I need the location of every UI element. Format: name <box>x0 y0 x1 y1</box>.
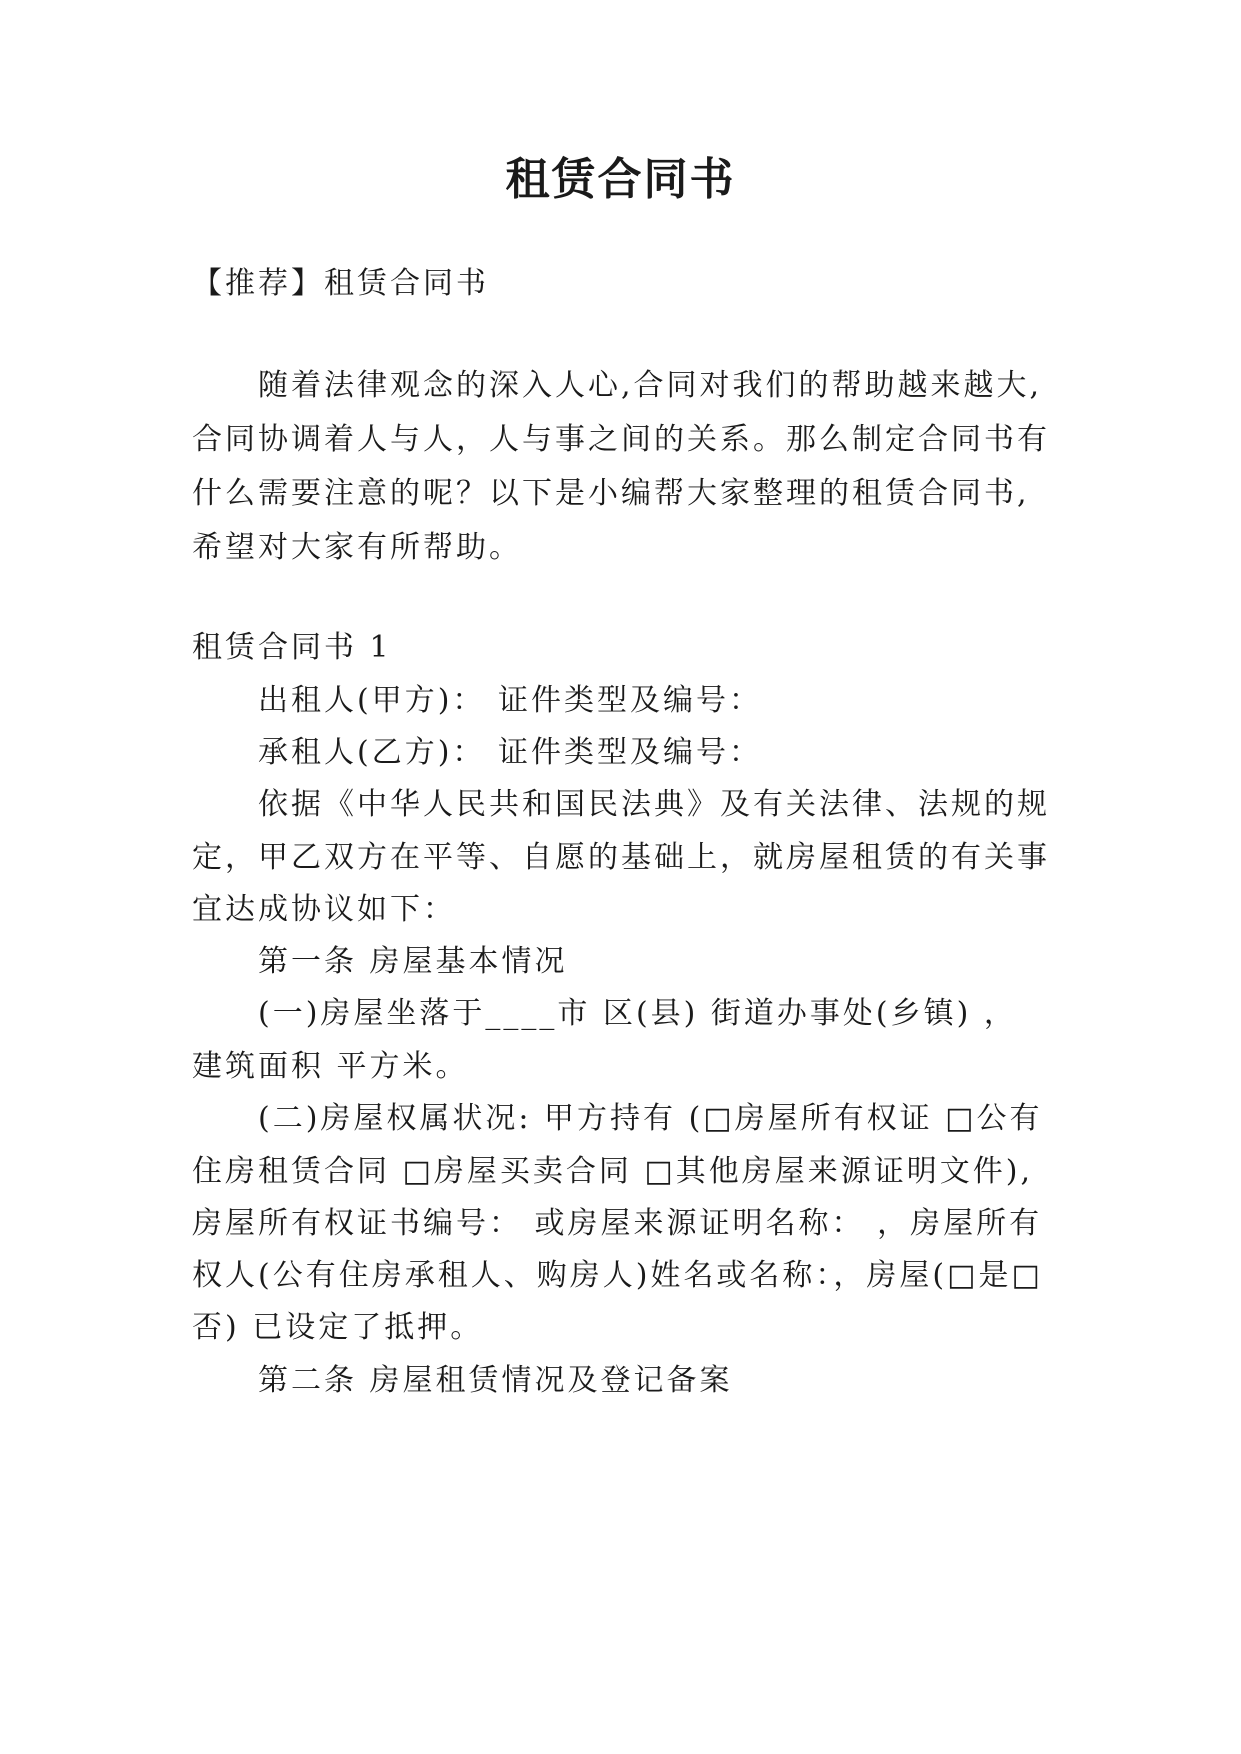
article1-item2-line-1: (二)房屋权属状况: 甲方持有 (□房屋所有权证 □公有 <box>258 1101 1043 1136</box>
recommend-line: 【推荐】租赁合同书 <box>192 266 489 301</box>
lessee-line: 承租人(乙方)： 证件类型及编号： <box>258 735 762 770</box>
section-title: 租赁合同书 1 <box>192 630 392 665</box>
document-title: 租赁合同书 <box>505 154 736 205</box>
article2-title: 第二条 房屋租赁情况及登记备案 <box>258 1363 733 1398</box>
article1-item1-line-2: 建筑面积 平方米。 <box>192 1049 469 1084</box>
article1-item2-line-4: 权人(公有住房承租人、购房人)姓名或名称：，房屋(□是□ <box>192 1258 1043 1293</box>
article1-item2-line-3: 房屋所有权证书编号： 或房屋来源证明名称： ，房屋所有 <box>192 1206 1043 1241</box>
intro-line-3: 什么需要注意的呢？以下是小编帮大家整理的租赁合同书, <box>192 476 1030 511</box>
basis-line-2: 定，甲乙双方在平等、自愿的基础上，就房屋租赁的有关事 <box>192 840 1050 875</box>
article1-item1-line-1: (一)房屋坐落于____市 区(县) 街道办事处(乡镇) ， <box>258 996 1017 1031</box>
basis-line-3: 宜达成协议如下： <box>192 892 456 927</box>
basis-line-1: 依据《中华人民共和国民法典》及有关法律、法规的规 <box>258 787 1050 822</box>
lessor-line: 出租人(甲方)： 证件类型及编号： <box>258 683 762 718</box>
intro-line-4: 希望对大家有所帮助。 <box>192 530 522 565</box>
intro-line-1: 随着法律观念的深入人心,合同对我们的帮助越来越大, <box>258 368 1043 403</box>
article1-item2-line-2: 住房租赁合同 □房屋买卖合同 □其他房屋来源证明文件), <box>192 1154 1034 1189</box>
article1-item2-line-5: 否) 已设定了抵押。 <box>192 1310 484 1345</box>
article1-title: 第一条 房屋基本情况 <box>258 944 568 979</box>
intro-line-2: 合同协调着人与人，人与事之间的关系。那么制定合同书有 <box>192 422 1050 457</box>
